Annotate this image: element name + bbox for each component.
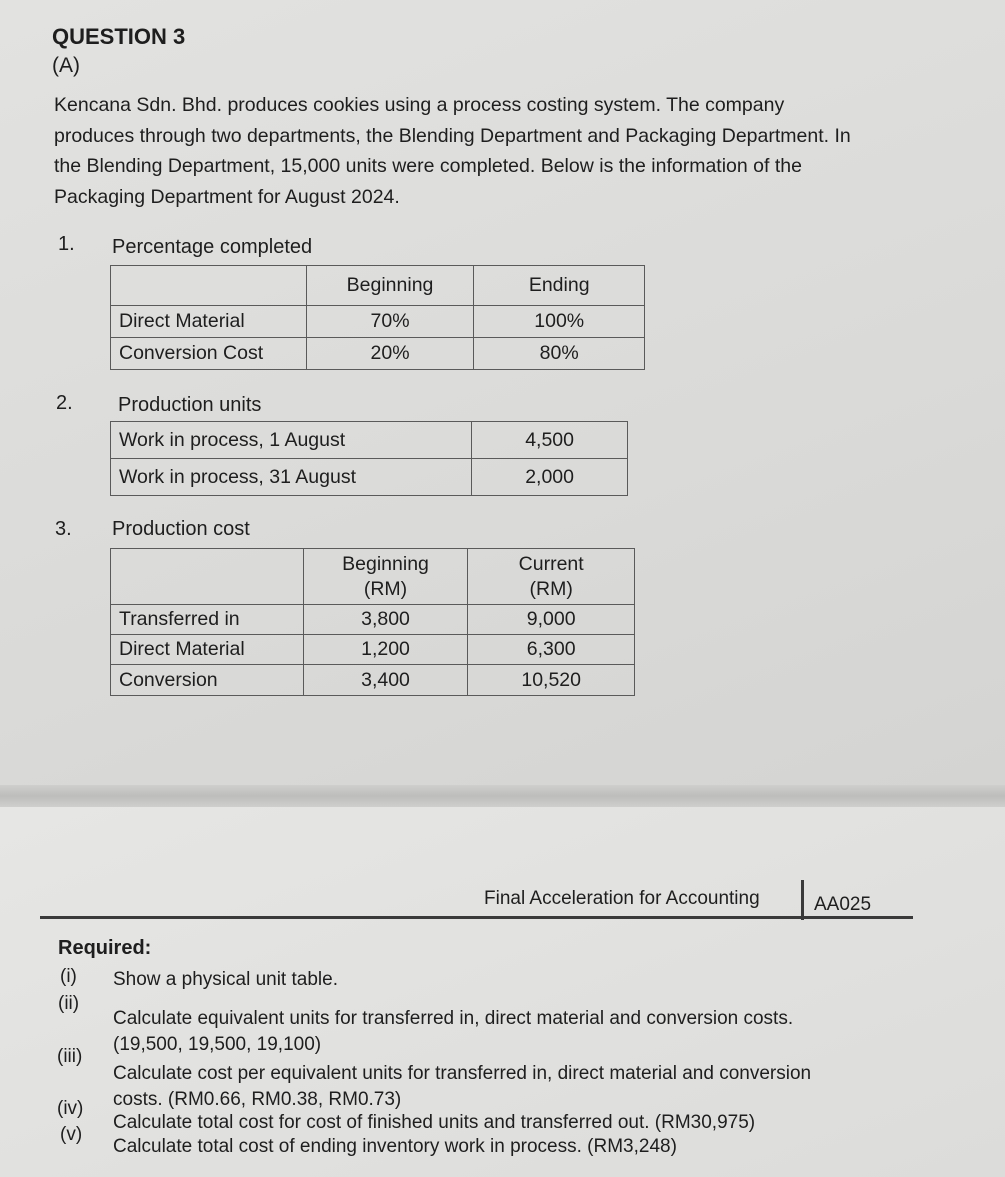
table-row: [111, 422, 628, 459]
row-ending: 100%: [474, 306, 645, 338]
row-label: Direct Material: [111, 635, 304, 665]
row-label: Transferred in: [111, 605, 304, 635]
row-value: 2,000: [472, 459, 628, 496]
table-header-row: [111, 266, 645, 306]
intro-line: Packaging Department for August 2024.: [54, 185, 400, 208]
production-cost-table: [110, 548, 635, 696]
footer-rule: [40, 916, 913, 919]
required-item-number: (v): [60, 1124, 83, 1145]
row-beginning: 70%: [306, 306, 474, 338]
row-current: 10,520: [468, 665, 635, 696]
intro-paragraph: [54, 90, 959, 212]
row-beginning: 1,200: [303, 635, 468, 665]
required-item-number: (iii): [57, 1046, 83, 1067]
header-beginning-label: Beginning: [342, 552, 429, 575]
section1-title: Percentage completed: [112, 236, 313, 258]
intro-line: the Blending Department, 15,000 units were completed. Below is the information of the: [54, 155, 802, 177]
table-header-row: [111, 549, 635, 605]
production-units-table: [110, 421, 628, 496]
section3-title: Production cost: [112, 518, 250, 540]
part-label: (A): [52, 54, 80, 77]
row-ending: 80%: [474, 338, 645, 370]
required-item-line: Calculate equivalent units for transferred in, direct material and conversion costs.: [113, 1008, 794, 1029]
required-item-text: [113, 1006, 893, 1058]
percentage-completed-table: [110, 265, 645, 370]
table-row: [111, 605, 635, 635]
required-item-number: (iv): [57, 1098, 84, 1119]
row-label: Work in process, 1 August: [111, 422, 472, 459]
required-item-line: (19,500, 19,500, 19,100): [113, 1034, 322, 1055]
table-row: [111, 665, 635, 696]
section2-title: Production units: [118, 394, 262, 416]
required-heading: Required:: [58, 937, 152, 959]
required-item-line: Calculate cost per equivalent units for transferred in, direct material and conversion: [113, 1063, 812, 1084]
row-label: Direct Material: [111, 306, 307, 338]
row-label: Conversion Cost: [111, 338, 307, 370]
section3-number: 3.: [55, 518, 72, 540]
required-item-line: costs. (RM0.66, RM0.38, RM0.73): [113, 1089, 402, 1110]
row-label: Work in process, 31 August: [111, 459, 472, 496]
table-cell-empty: [111, 549, 304, 605]
row-current: 9,000: [468, 605, 635, 635]
header-beginning-unit: (RM): [363, 577, 408, 600]
table-row: [111, 306, 645, 338]
section2-number: 2.: [56, 392, 73, 414]
table-row: [111, 635, 635, 665]
required-item-text: Show a physical unit table.: [113, 969, 338, 990]
intro-line: produces through two departments, the Blending Department and Packaging Department. In: [54, 124, 851, 147]
page-fold: [0, 785, 1005, 807]
header-beginning: Beginning: [306, 266, 474, 306]
table-cell-empty: [111, 266, 307, 306]
header-current-label: Current: [518, 552, 584, 575]
row-beginning: 20%: [306, 338, 474, 370]
intro-line: Kencana Sdn. Bhd. produces cookies using a process costing system. The company: [54, 94, 785, 116]
required-item-text: Calculate total cost of ending inventory work in process. (RM3,248): [113, 1136, 677, 1157]
question-title: QUESTION 3: [52, 24, 186, 49]
required-item-text: [113, 1061, 893, 1113]
required-item-number: (ii): [58, 993, 80, 1014]
row-label: Conversion: [111, 665, 304, 696]
row-current: 6,300: [468, 635, 635, 665]
footer-divider: [801, 880, 804, 920]
table-row: [111, 459, 628, 496]
row-beginning: 3,800: [303, 605, 468, 635]
section1-number: 1.: [58, 233, 75, 255]
required-item-text: Calculate total cost for cost of finished units and transferred out. (RM30,975): [113, 1112, 756, 1133]
footer-code: AA025: [814, 894, 872, 915]
header-current-unit: (RM): [529, 577, 573, 600]
footer-title: Final Acceleration for Accounting: [484, 888, 760, 909]
row-value: 4,500: [472, 422, 628, 459]
table-row: [111, 338, 645, 370]
header-ending: Ending: [474, 266, 645, 306]
header-current: [468, 549, 635, 605]
header-beginning: [303, 549, 468, 605]
row-beginning: 3,400: [303, 665, 468, 696]
required-item-number: (i): [60, 966, 77, 987]
